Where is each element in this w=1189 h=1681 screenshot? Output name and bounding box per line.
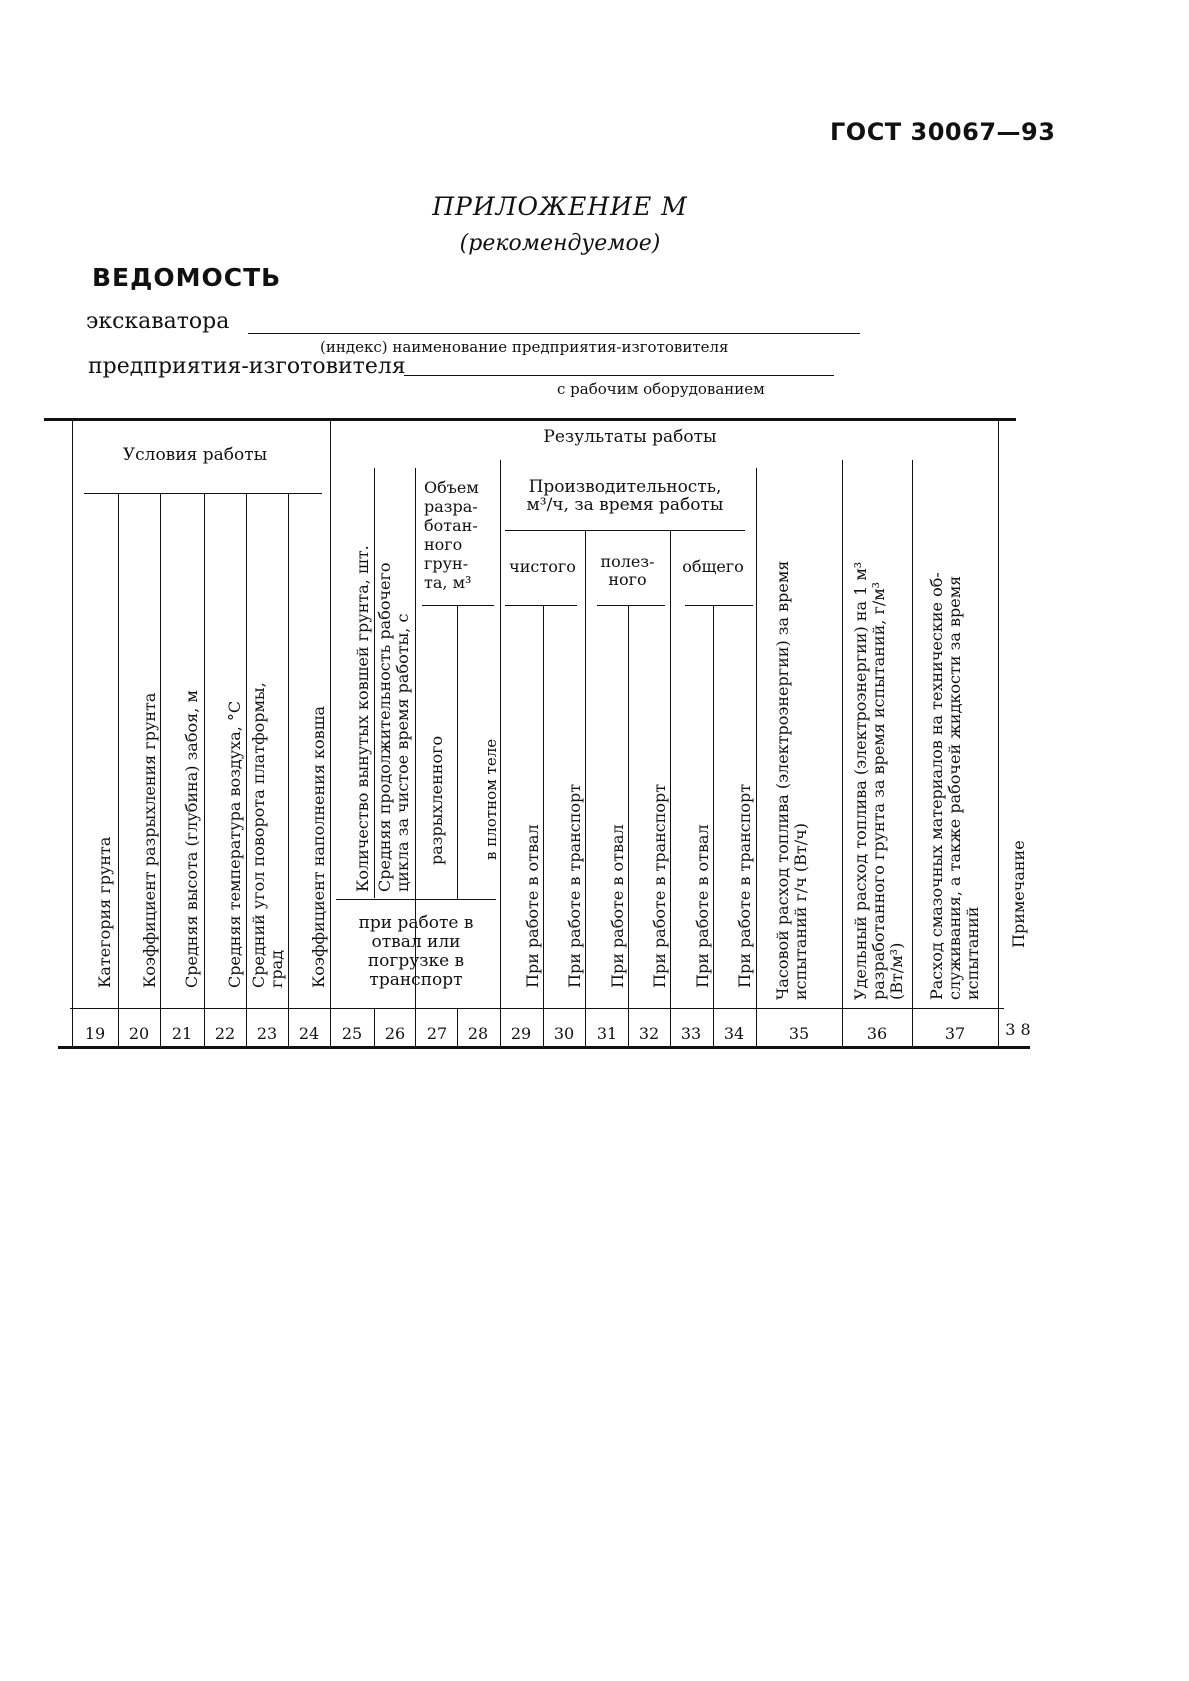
col30-header: При работе в транспорт [565,783,584,988]
col35-line1: Часовой расход топлива (электроэнергии) за время [773,560,792,1000]
col-number: 30 [553,1024,575,1043]
col-number: 34 [723,1024,745,1043]
col22-header: Средняя температура воздуха, °С [225,700,244,988]
standard-number: ГОСТ 30067—93 [830,118,1056,146]
col26-line2: цикла за чистое время работы, с [393,613,412,892]
vline [118,493,119,1046]
col24-header: Коэффициент наполнения ковша [309,705,328,988]
group-conditions: Условия работы [122,445,268,465]
col33-header: При работе в отвал [693,824,712,988]
vline [670,530,671,1046]
appendix-title: ПРИЛОЖЕНИЕ М [432,192,688,221]
col35-header [774,561,810,1000]
prod-clean-header: чистого [509,557,576,576]
col-number: 24 [298,1024,320,1043]
col-number: 31 [596,1024,618,1043]
col26-line1: Средняя продолжительность рабочего [375,562,394,892]
document-title: ВЕДОМОСТЬ [92,263,282,292]
vline [457,605,458,899]
volume-header [424,478,479,592]
vline [912,460,913,1046]
appendix-note: (рекомендуемое) [459,231,661,256]
col21-header: Средняя высота (глубина) забоя, м [182,690,201,988]
col-number: 36 [866,1024,888,1043]
col-number: 26 [384,1024,406,1043]
productivity-line1: Производительность, [528,477,722,497]
col-number: 25 [341,1024,363,1043]
col-number: 19 [84,1024,106,1043]
col23-line2: град [267,949,286,988]
excavator-field-line[interactable] [248,333,860,334]
excavator-caption: (индекс) наименование предприятия-изготовителя [320,338,729,356]
prod-useful-header [585,553,670,589]
vline [204,493,205,1046]
col38-header: Примечание [1009,840,1028,948]
col-number: 23 [256,1024,278,1043]
work-mode-note [336,914,496,990]
vline [330,421,331,1046]
vline [713,605,714,1046]
col35-line2: испытаний г/ч (Вт/ч) [791,823,810,1000]
col26-header [376,562,412,892]
clean-divider [505,605,577,606]
useful-line1: полез- [600,552,655,571]
vline [756,468,757,1046]
col19-header: Категория грунта [95,836,114,988]
col31-header: При работе в отвал [608,824,627,988]
vline [246,493,247,1046]
table-top-border [44,418,1016,421]
col-number: 37 [944,1024,966,1043]
col-number: 35 [788,1024,810,1043]
useful-divider [597,605,665,606]
col36-header [852,562,906,1000]
col37-header [928,572,982,1000]
vline [288,493,289,1046]
productivity-header [505,478,745,514]
vline [998,421,999,1046]
col-number: 3 8 [1005,1020,1031,1039]
note-line4: транспорт [369,970,463,990]
productivity-divider [505,530,745,531]
volume-line1: Объем [424,478,479,497]
note-line3: погрузке в [367,951,465,971]
col-number: 33 [680,1024,702,1043]
col36-line3: (Вт/м³) [887,942,906,1000]
col28-header: в плотном теле [482,738,500,860]
col27-header: разрыхленного [427,735,446,865]
col34-header: При работе в транспорт [735,783,754,988]
note-divider [336,899,496,900]
total-divider [685,605,753,606]
group-results: Результаты работы [543,427,717,447]
col37-line2: служивания, а также рабочей жидкости за время [945,575,964,1000]
vline [585,530,586,1046]
excavator-label: экскаватора [86,309,230,334]
volume-line3: ботан- [424,516,478,535]
volume-line2: разра- [424,497,478,516]
manufacturer-field-line[interactable] [404,375,834,376]
volume-line4: ного [424,535,463,554]
vline [500,460,501,1046]
col23-line1: Средний угол поворота платформы, [249,682,268,988]
manufacturer-caption: с рабочим оборудованием [557,380,765,398]
col-number: 21 [171,1024,193,1043]
vline [842,460,843,1046]
col20-header: Коэффициент разрыхления грунта [140,692,159,988]
prod-total-header: общего [682,557,744,576]
col-number: 22 [214,1024,236,1043]
table-bottom-border [58,1046,1030,1049]
col36-line2: разработанного грунта за время испытаний, г/м³ [869,581,888,1000]
col-number: 29 [510,1024,532,1043]
volume-line6: та, м³ [424,573,472,592]
vline [628,605,629,1046]
manufacturer-label: предприятия-изготовителя [88,354,406,379]
volume-line5: грун- [424,554,469,573]
col37-line1: Расход смазочных материалов на технические об- [927,572,946,1000]
col-number: 28 [467,1024,489,1043]
volume-divider [422,605,494,606]
col36-line1: Удельный расход топлива (электроэнергии) на 1 м³ [851,561,870,1000]
col32-header: При работе в транспорт [650,783,669,988]
conditions-divider [84,493,322,494]
col-number: 20 [128,1024,150,1043]
col25-header: Количество вынутых ковшей грунта, шт. [353,545,372,892]
numbers-row-divider [70,1008,1004,1009]
productivity-line2: м³/ч, за время работы [526,495,724,515]
col37-line3: испытаний [963,906,982,1000]
col-number: 27 [426,1024,448,1043]
vline [160,493,161,1046]
vline [543,605,544,1046]
useful-line2: ного [608,570,647,589]
col29-header: При работе в отвал [523,824,542,988]
note-line2: отвал или [371,932,461,952]
vline [72,421,73,1046]
col23-header [250,568,286,988]
note-line1: при работе в [358,913,474,933]
col-number: 32 [638,1024,660,1043]
